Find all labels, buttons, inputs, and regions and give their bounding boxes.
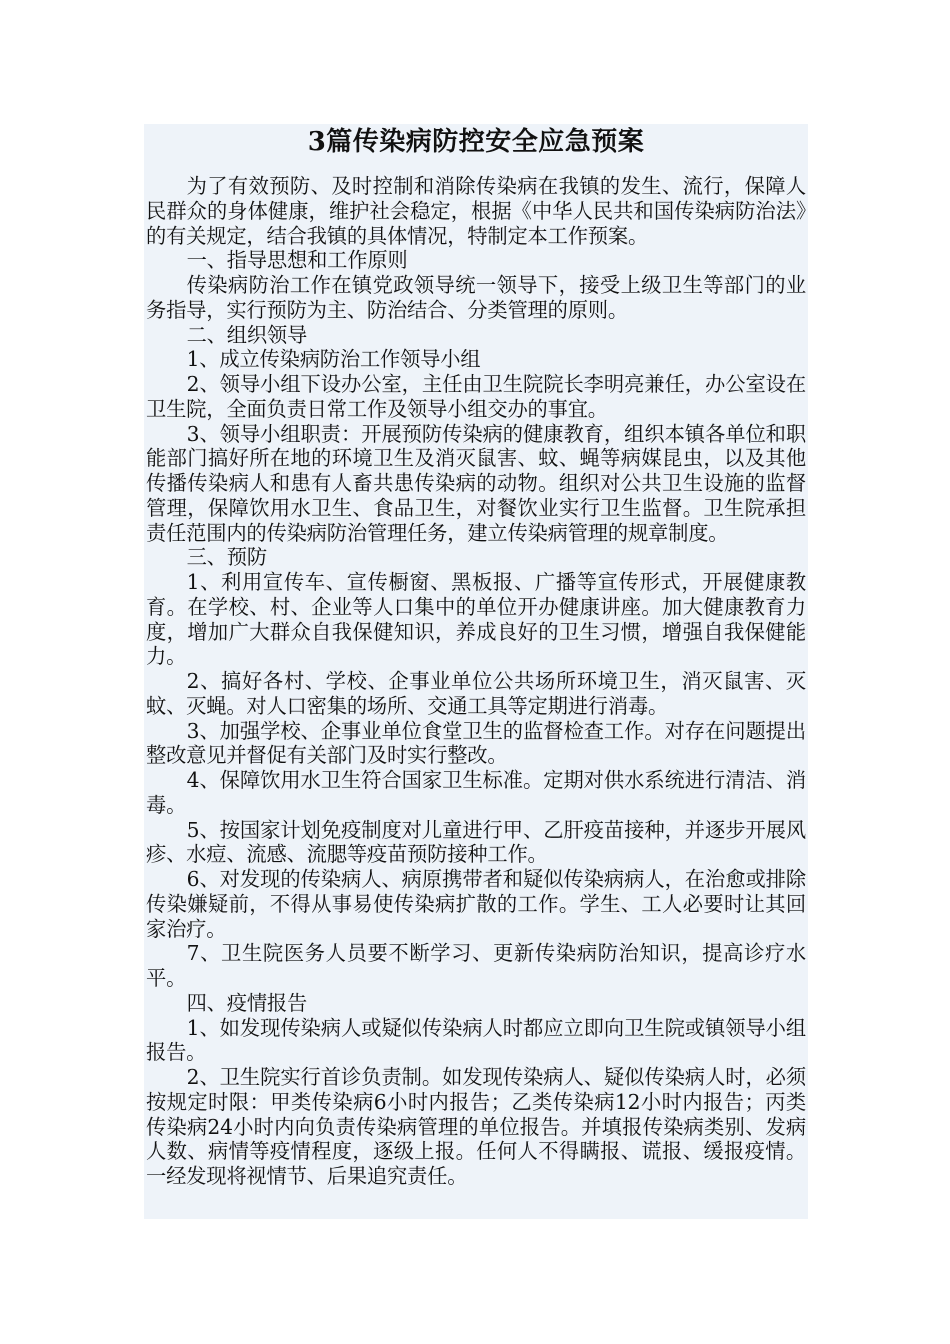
list-item-prevention-3: 3、加强学校、企事业单位食堂卫生的监督检查工作。对存在问题提出整改意见并督促有关部门及时实行整改。	[146, 718, 806, 768]
section-heading-organization: 二、组织领导	[186, 322, 308, 347]
list-item-prevention-5: 5、按国家计划免疫制度对儿童进行甲、乙肝疫苗接种，并逐步开展风疹、水痘、流感、流腮等疫苗预防接种工作。	[146, 817, 806, 867]
section-heading-guiding-principles: 一、指导思想和工作原则	[186, 248, 408, 273]
section-heading-epidemic-report: 四、疫情报告	[186, 990, 308, 1015]
list-item-report-1: 1、如发现传染病人或疑似传染病人时都应立即向卫生院或镇领导小组报告。	[146, 1015, 806, 1065]
section-heading-prevention: 三、预防	[186, 545, 267, 570]
list-item-organization-2: 2、领导小组下设办公室，主任由卫生院院长李明亮兼任，办公室设在卫生院，全面负责日常工作及领导小组交办的事宜。	[146, 372, 806, 421]
document-title: 3篇传染病防控安全应急预案	[307, 127, 645, 157]
list-item-prevention-6: 6、对发现的传染病人、病原携带者和疑似传染病病人，在治愈或排除传染嫌疑前，不得从事易使传染病扩散的工作。学生、工人必要时让其回家治疗。	[146, 867, 806, 941]
paragraph-intro: 为了有效预防、及时控制和消除传染病在我镇的发生、流行，保障人民群众的身体健康，维护社会稳定，根据《中华人民共和国传染病防治法》的有关规定，结合我镇的具体情况，特制定本工作预案。	[146, 174, 806, 248]
document-text-block	[144, 124, 808, 1219]
list-item-report-2: 2、卫生院实行首诊负责制。如发现传染病人、疑似传染病人时，必须按规定时限：甲类传染病6小时内报告；乙类传染病12小时内报告；丙类传染病24小时内向负责传染病管理的单位报告。并填报传染病类别、发病人数、病情等疫情程度，逐级上报。任何人不得瞒报、谎报、缓报疫情。一经发现将视情节、后果追究责任。	[146, 1065, 806, 1188]
document-body	[146, 174, 806, 1189]
paragraph-guiding-principles: 传染病防治工作在镇党政领导统一领导下，接受上级卫生等部门的业务指导，实行预防为主、防治结合、分类管理的原则。	[146, 273, 806, 322]
list-item-prevention-4: 4、保障饮用水卫生符合国家卫生标准。定期对供水系统进行清洁、消毒。	[146, 768, 806, 817]
list-item-organization-1: 1、成立传染病防治工作领导小组	[186, 347, 481, 372]
list-item-prevention-2: 2、搞好各村、学校、企事业单位公共场所环境卫生，消灭鼠害、灭蚊、灭蝇。对人口密集的场所、交通工具等定期进行消毒。	[146, 669, 806, 718]
list-item-organization-3: 3、领导小组职责：开展预防传染病的健康教育，组织本镇各单位和职能部门搞好所在地的环境卫生及消灭鼠害、蚊、蝇等病媒昆虫，以及其他传播传染病人和患有人畜共患传染病的动物。组织对公共卫生设施的监督管理，保障饮用水卫生、食品卫生，对餐饮业实行卫生监督。卫生院承担责任范围内的传染病防治管理任务，建立传染病管理的规章制度。	[146, 421, 806, 545]
list-item-prevention-1: 1、利用宣传车、宣传橱窗、黑板报、广播等宣传形式，开展健康教育。在学校、村、企业等人口集中的单位开办健康讲座。加大健康教育力度，增加广大群众自我保健知识，养成良好的卫生习惯，增强自我保健能力。	[146, 570, 806, 669]
list-item-prevention-7: 7、卫生院医务人员要不断学习、更新传染病防治知识，提高诊疗水平。	[146, 941, 806, 990]
